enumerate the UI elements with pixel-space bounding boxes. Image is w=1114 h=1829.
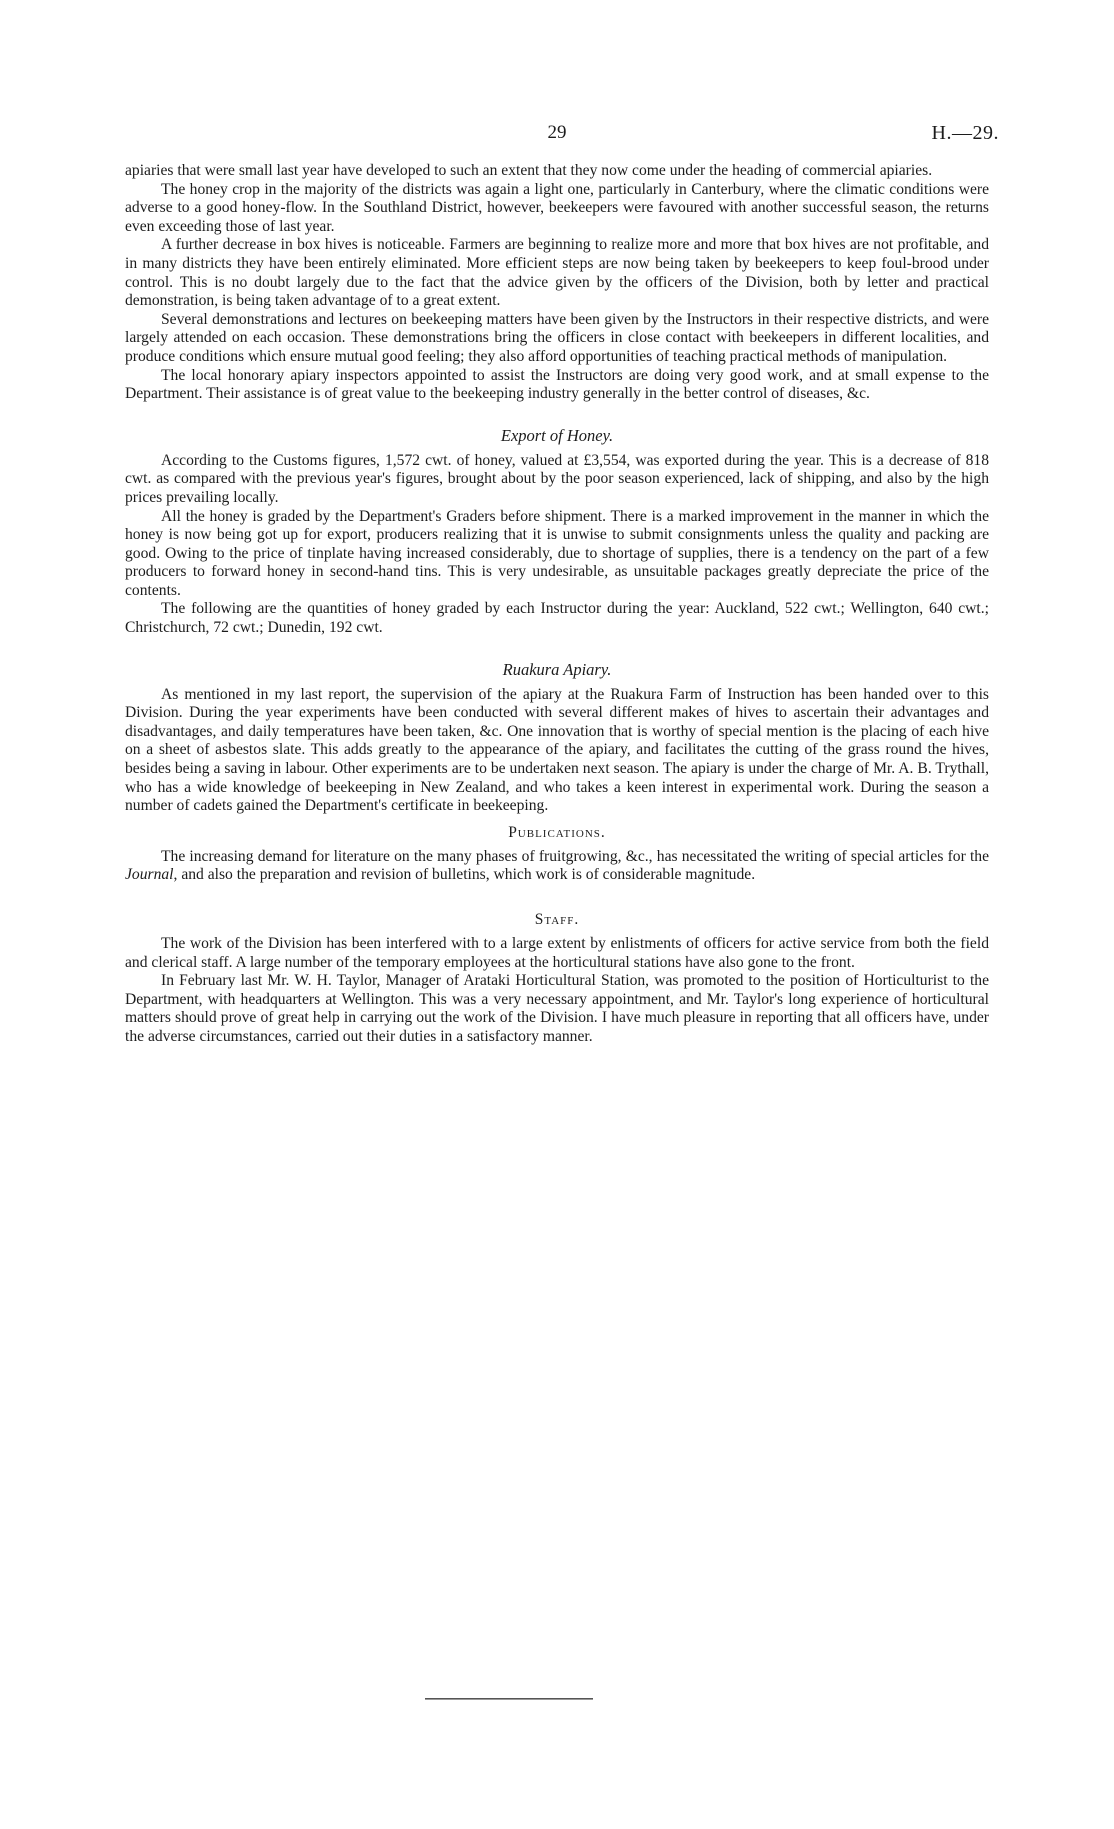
ruakura-section xyxy=(125,660,989,816)
closing-rule xyxy=(425,1698,593,1700)
paragraph: The local honorary apiary inspectors appointed to assist the Instructors are doing very good work, and at small expense to the Department. Their assistance is of great value to the beekeeping industry generally in the better control of diseases, &c. xyxy=(125,366,989,403)
page-number: 29 xyxy=(547,122,567,143)
text-run: , and also the preparation and revision of bulletins, which work is of considerable magnitude. xyxy=(173,866,756,884)
intro-section xyxy=(125,162,989,404)
paragraph: The following are the quantities of honey graded by each Instructor during the year: Auckland, 522 cwt.; Wellington, 640 cwt.; Christchurch, 72 cwt.; Dunedin, 192 cwt. xyxy=(125,600,989,637)
paragraph: The work of the Division has been interfered with to a large extent by enlistments of officers for active service from both the field and clerical staff. A large number of the temporary employees at the horticultural stations have also gone to the front. xyxy=(125,935,989,971)
section-heading: Export of Honey. xyxy=(500,425,614,445)
journal-title: Journal xyxy=(125,866,174,884)
export-section xyxy=(125,426,989,638)
document-page xyxy=(125,122,999,1047)
staff-section xyxy=(125,911,989,1047)
paragraph: All the honey is graded by the Department's Graders before shipment. There is a marked improvement in the manner in which the honey is now being got up for export, producers realizing that it is unwise to submit consignments unless the quality and packing are good. Owing to the price of tinplate having increased considerably, due to shortage of supplies, there is a tendency on the part of a few producers to forward honey in second-hand tins. This is very undesirable, as unsuitable packages greatly depreciate the price of the contents. xyxy=(125,507,989,599)
paragraph: As mentioned in my last report, the supervision of the apiary at the Ruakura Farm of Instruction has been handed over to this Division. During the year experiments have been conducted with several different makes of hives to ascertain their advantages and disadvantages, and daily temperatures have been taken, &c. One innovation that is worthy of special mention is the placing of each hive on a sheet of asbestos slate. This adds greatly to the appearance of the apiary, and facilitates the cutting of the grass round the hives, besides being a saving in labour. Other experiments are to be undertaken next season. The apiary is under the charge of Mr. A. B. Trythall, who has a wide knowledge of beekeeping in New Zealand, and who takes a keen interest in experimental work. During the season a number of cadets gained the Department's certificate in beekeeping. xyxy=(125,685,989,815)
page-header xyxy=(125,122,999,162)
paragraph: A further decrease in box hives is noticeable. Farmers are beginning to realize more and more that box hives are not profitable, and in many districts they have been entirely eliminated. More efficient steps are now being taken by beekeepers to keep foul-brood under control. This is no doubt largely due to the fact that the advice given by the officers of the Division, both by letter and practical demonstration, is being taken advantage of to a great extent. xyxy=(125,236,989,310)
paragraph: In February last Mr. W. H. Taylor, Manager of Arataki Horticultural Station, was promoted to the position of Horticulturist to the Department, with headquarters at Wellington. This was a very necessary appointment, and Mr. Taylor's long experience of horticultural matters should prove of great help in carrying out the work of the Division. I have much pleasure in reporting that all officers have, under the adverse circumstances, carried out their duties in a satisfactory manner. xyxy=(125,972,989,1045)
text-run: The increasing demand for literature on the many phases of fruitgrowing, &c., has necessitated the writing of special articles for the xyxy=(161,847,989,865)
paragraph: According to the Customs figures, 1,572 cwt. of honey, valued at £3,554, was exported during the year. This is a decrease of 818 cwt. as compared with the previous year's figures, brought about by the poor season experienced, lack of shipping, and also by the high prices prevailing locally. xyxy=(125,451,989,506)
section-heading: Publications. xyxy=(508,823,606,841)
section-heading: Ruakura Apiary. xyxy=(502,659,612,679)
document-reference: H.—29. xyxy=(931,122,999,144)
section-heading: Staff. xyxy=(534,911,580,928)
paragraph xyxy=(125,848,989,885)
paragraph: The honey crop in the majority of the districts was again a light one, particularly in Canterbury, where the climatic conditions were adverse to a good honey-flow. In the Southland District, however, beekeepers were favoured with another successful season, the returns even exceeding those of last year. xyxy=(125,180,989,235)
paragraph: apiaries that were small last year have developed to such an extent that they now come under the heading of commercial apiaries. xyxy=(125,162,933,179)
publications-section xyxy=(125,824,989,885)
paragraph: Several demonstrations and lectures on beekeeping matters have been given by the Instructors in their respective districts, and were largely attended on each occasion. These demonstrations bring the officers in close contact with beekeepers in different localities, and produce conditions which ensure mutual good feeling; they also afford opportunities of teaching practical methods of manipulation. xyxy=(125,310,989,365)
